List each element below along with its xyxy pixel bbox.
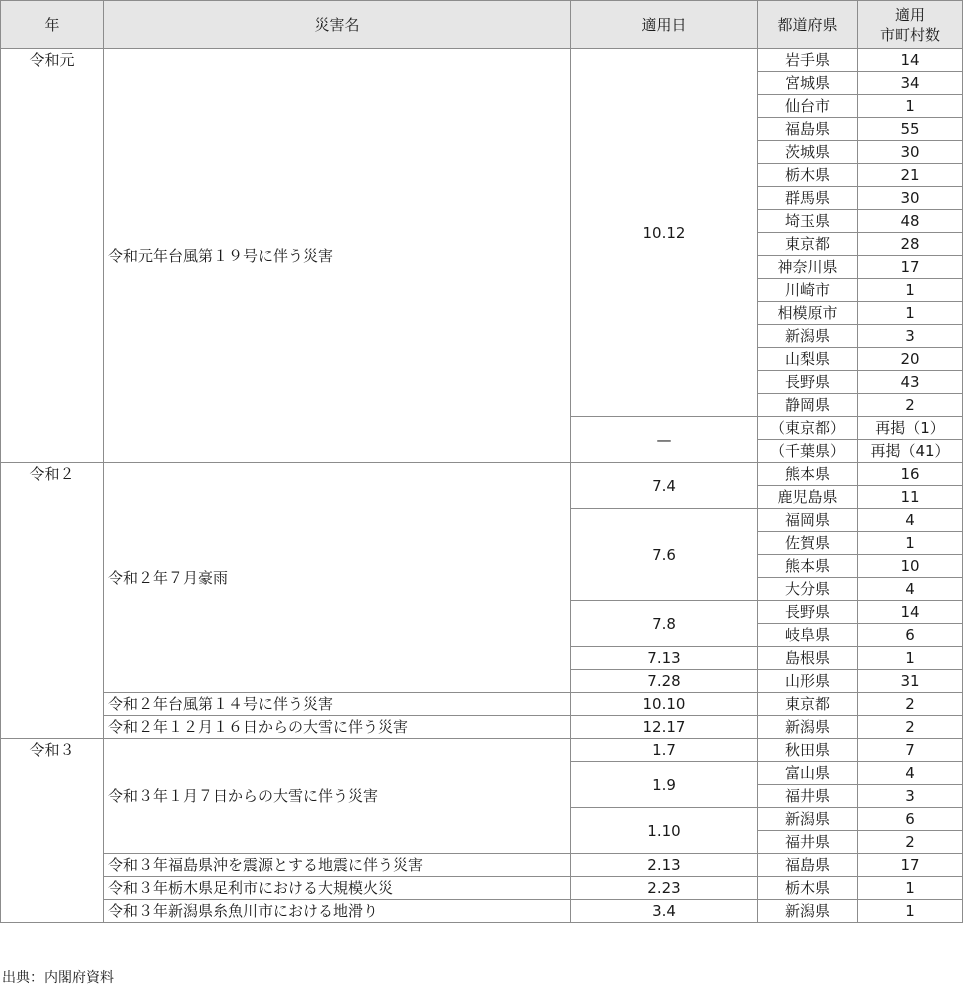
applied-date-cell: 7.28 <box>571 670 758 693</box>
municipality-count-cell: 1 <box>858 532 963 555</box>
prefecture-cell: 山形県 <box>758 670 858 693</box>
prefecture-cell: 富山県 <box>758 762 858 785</box>
municipality-count-cell: 4 <box>858 509 963 532</box>
prefecture-cell: 岐阜県 <box>758 624 858 647</box>
applied-date-cell: 1.7 <box>571 739 758 762</box>
municipality-count-cell: 10 <box>858 555 963 578</box>
prefecture-cell: 山梨県 <box>758 348 858 371</box>
prefecture-cell: 新潟県 <box>758 900 858 923</box>
header-count-line2: 市町村数 <box>879 25 940 44</box>
prefecture-cell: 静岡県 <box>758 394 858 417</box>
header-row <box>1 1 963 49</box>
municipality-count-cell: 14 <box>858 49 963 72</box>
applied-date-cell: 10.10 <box>571 693 758 716</box>
municipality-count-cell: 30 <box>858 141 963 164</box>
prefecture-cell: 福井県 <box>758 785 858 808</box>
applied-date-cell: 2.13 <box>571 854 758 877</box>
prefecture-cell: 島根県 <box>758 647 858 670</box>
applied-date-cell: 7.6 <box>571 509 758 601</box>
municipality-count-cell: 1 <box>858 900 963 923</box>
table-row <box>1 877 963 900</box>
municipality-count-cell: 1 <box>858 95 963 118</box>
disaster-name-cell: 令和２年台風第１４号に伴う災害 <box>104 693 571 716</box>
applied-date-cell: 7.8 <box>571 601 758 647</box>
municipality-count-cell: 48 <box>858 210 963 233</box>
prefecture-cell: 新潟県 <box>758 716 858 739</box>
prefecture-cell: 茨城県 <box>758 141 858 164</box>
municipality-count-cell: 30 <box>858 187 963 210</box>
municipality-count-cell: 1 <box>858 877 963 900</box>
municipality-count-cell: 2 <box>858 693 963 716</box>
header-applied-date: 適用日 <box>571 1 758 49</box>
prefecture-cell: （千葉県） <box>758 440 858 463</box>
prefecture-cell: 長野県 <box>758 601 858 624</box>
prefecture-cell: 鹿児島県 <box>758 486 858 509</box>
disaster-name-cell: 令和３年新潟県糸魚川市における地滑り <box>104 900 571 923</box>
municipality-count-cell: 3 <box>858 785 963 808</box>
table-body <box>1 49 963 923</box>
prefecture-cell: 福島県 <box>758 854 858 877</box>
prefecture-cell: 福岡県 <box>758 509 858 532</box>
table-row <box>1 463 963 486</box>
source-note: 出典：内閣府資料 <box>2 970 114 986</box>
municipality-count-cell: 28 <box>858 233 963 256</box>
municipality-count-cell: 1 <box>858 279 963 302</box>
applied-date-cell: 12.17 <box>571 716 758 739</box>
prefecture-cell: 岩手県 <box>758 49 858 72</box>
prefecture-cell: 埼玉県 <box>758 210 858 233</box>
municipality-count-cell: 2 <box>858 394 963 417</box>
applied-date-cell: — <box>571 417 758 463</box>
municipality-count-cell: 17 <box>858 854 963 877</box>
municipality-count-cell: 再掲（1） <box>858 417 963 440</box>
header-count-line1: 適用 <box>894 5 925 24</box>
applied-date-cell: 10.12 <box>571 49 758 417</box>
applied-date-cell: 1.9 <box>571 762 758 808</box>
applied-date-cell: 7.13 <box>571 647 758 670</box>
municipality-count-cell: 20 <box>858 348 963 371</box>
table-row <box>1 693 963 716</box>
year-cell: 令和元 <box>1 49 104 463</box>
municipality-count-cell: 31 <box>858 670 963 693</box>
municipality-count-cell: 34 <box>858 72 963 95</box>
municipality-count-cell: 4 <box>858 578 963 601</box>
prefecture-cell: 新潟県 <box>758 325 858 348</box>
municipality-count-cell: 4 <box>858 762 963 785</box>
disaster-name-cell: 令和２年７月豪雨 <box>104 463 571 693</box>
prefecture-cell: 栃木県 <box>758 877 858 900</box>
municipality-count-cell: 2 <box>858 716 963 739</box>
prefecture-cell: 長野県 <box>758 371 858 394</box>
table-row <box>1 900 963 923</box>
municipality-count-cell: 3 <box>858 325 963 348</box>
municipality-count-cell: 43 <box>858 371 963 394</box>
municipality-count-cell: 14 <box>858 601 963 624</box>
prefecture-cell: 熊本県 <box>758 463 858 486</box>
prefecture-cell: 栃木県 <box>758 164 858 187</box>
disaster-name-cell: 令和３年１月７日からの大雪に伴う災害 <box>104 739 571 854</box>
disaster-name-cell: 令和３年栃木県足利市における大規模火災 <box>104 877 571 900</box>
prefecture-cell: 新潟県 <box>758 808 858 831</box>
prefecture-cell: 秋田県 <box>758 739 858 762</box>
municipality-count-cell: 21 <box>858 164 963 187</box>
applied-date-cell: 2.23 <box>571 877 758 900</box>
municipality-count-cell: 16 <box>858 463 963 486</box>
municipality-count-cell: 55 <box>858 118 963 141</box>
header-municipality-count <box>858 1 963 49</box>
disaster-name-cell: 令和元年台風第１９号に伴う災害 <box>104 49 571 463</box>
disaster-name-cell: 令和３年福島県沖を震源とする地震に伴う災害 <box>104 854 571 877</box>
header-prefecture: 都道府県 <box>758 1 858 49</box>
municipality-count-cell: 6 <box>858 624 963 647</box>
applied-date-cell: 7.4 <box>571 463 758 509</box>
prefecture-cell: 川崎市 <box>758 279 858 302</box>
municipality-count-cell: 11 <box>858 486 963 509</box>
applied-date-cell: 1.10 <box>571 808 758 854</box>
applied-date-cell: 3.4 <box>571 900 758 923</box>
prefecture-cell: （東京都） <box>758 417 858 440</box>
prefecture-cell: 東京都 <box>758 233 858 256</box>
prefecture-cell: 神奈川県 <box>758 256 858 279</box>
prefecture-cell: 大分県 <box>758 578 858 601</box>
header-disaster-name: 災害名 <box>104 1 571 49</box>
prefecture-cell: 東京都 <box>758 693 858 716</box>
municipality-count-cell: 1 <box>858 647 963 670</box>
municipality-count-cell: 7 <box>858 739 963 762</box>
municipality-count-cell: 6 <box>858 808 963 831</box>
prefecture-cell: 福井県 <box>758 831 858 854</box>
prefecture-cell: 相模原市 <box>758 302 858 325</box>
prefecture-cell: 熊本県 <box>758 555 858 578</box>
municipality-count-cell: 2 <box>858 831 963 854</box>
municipality-count-cell: 再掲（41） <box>858 440 963 463</box>
disaster-name-cell: 令和２年１２月１６日からの大雪に伴う災害 <box>104 716 571 739</box>
table-row <box>1 739 963 762</box>
year-cell: 令和２ <box>1 463 104 739</box>
year-cell: 令和３ <box>1 739 104 923</box>
prefecture-cell: 佐賀県 <box>758 532 858 555</box>
municipality-count-cell: 1 <box>858 302 963 325</box>
prefecture-cell: 群馬県 <box>758 187 858 210</box>
header-year: 年 <box>1 1 104 49</box>
prefecture-cell: 福島県 <box>758 118 858 141</box>
prefecture-cell: 仙台市 <box>758 95 858 118</box>
table-row <box>1 854 963 877</box>
table-header <box>1 1 963 49</box>
table-row <box>1 49 963 72</box>
municipality-count-cell: 17 <box>858 256 963 279</box>
table-row <box>1 716 963 739</box>
prefecture-cell: 宮城県 <box>758 72 858 95</box>
